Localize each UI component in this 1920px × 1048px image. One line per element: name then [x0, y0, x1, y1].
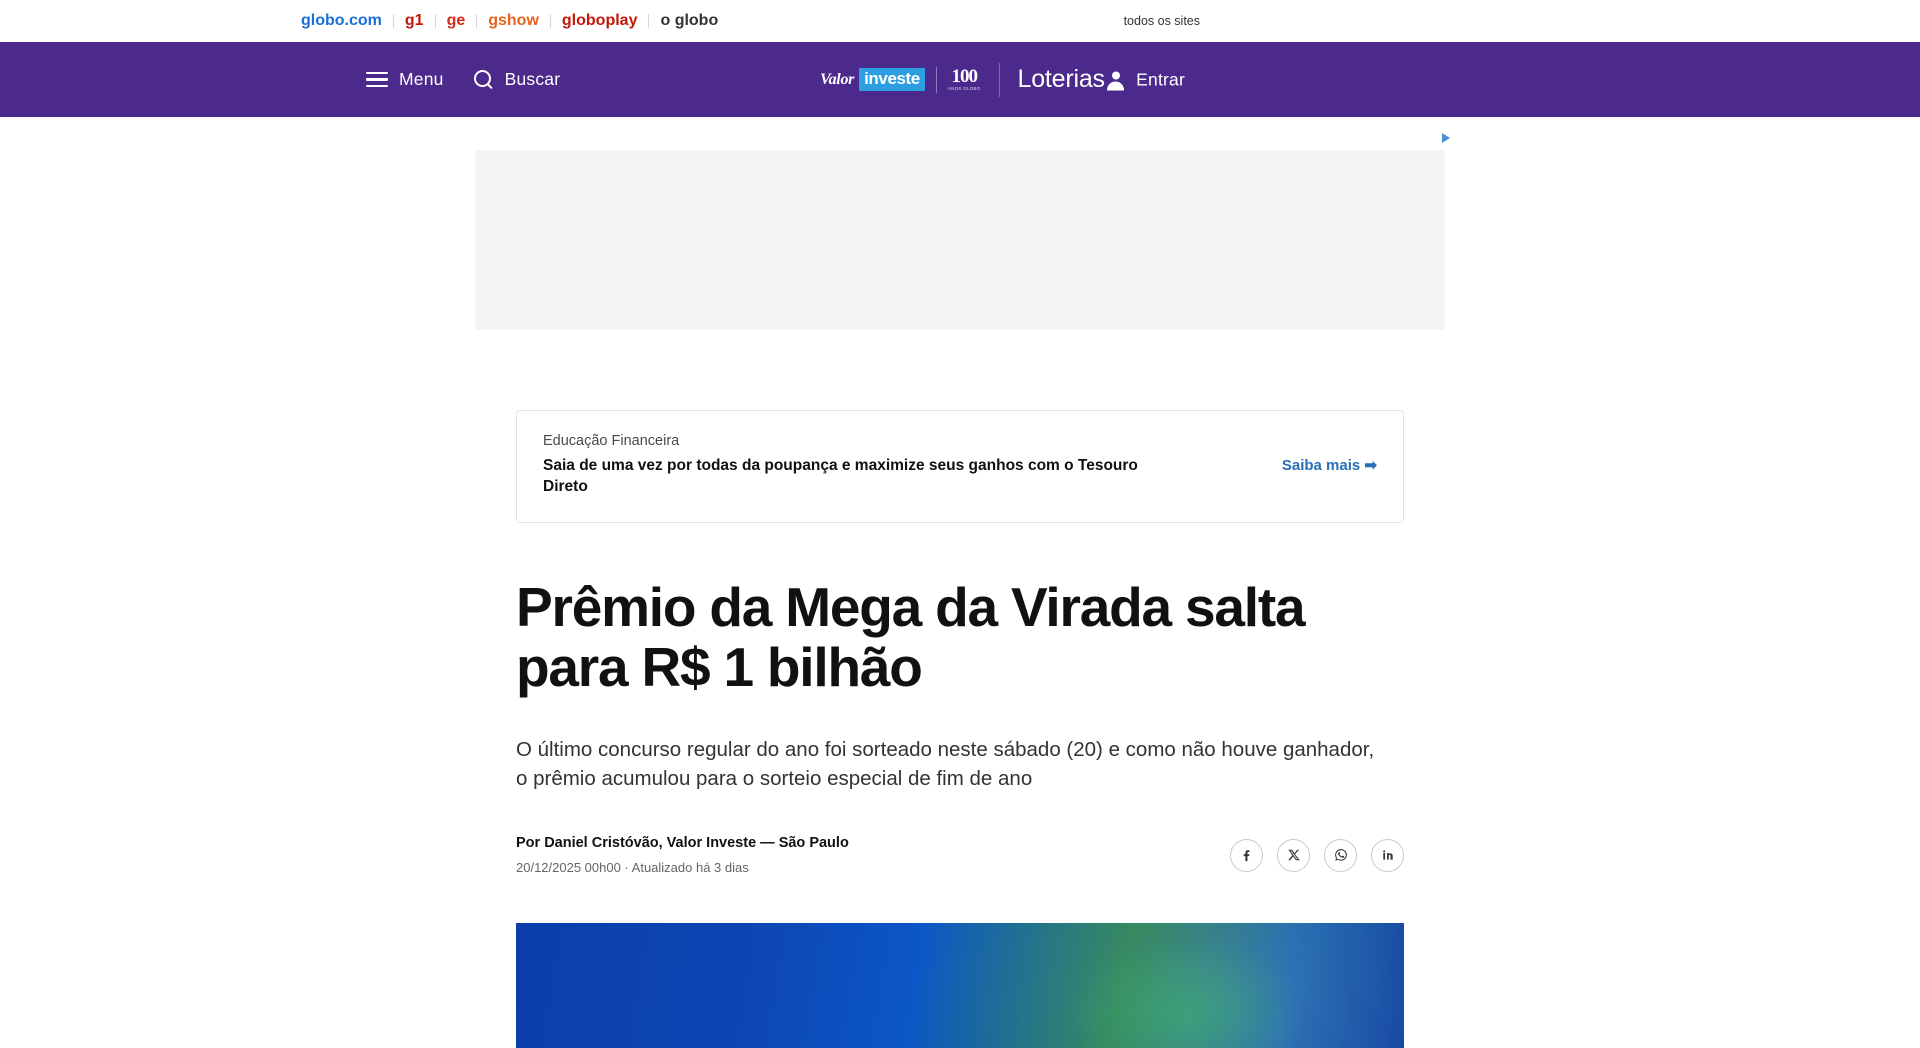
adchoices-icon[interactable]: [1442, 133, 1450, 143]
search-label: Buscar: [504, 69, 561, 89]
share-buttons: [1230, 839, 1404, 872]
share-whatsapp-button[interactable]: [1324, 839, 1357, 872]
all-sites-link[interactable]: todos os sites: [1123, 14, 1200, 28]
menu-label: Menu: [399, 69, 444, 89]
share-linkedin-button[interactable]: [1371, 839, 1404, 872]
user-icon: [1106, 70, 1125, 89]
login-label: Entrar: [1136, 69, 1185, 89]
divider: [999, 63, 1000, 97]
logo-investe-text: investe: [859, 68, 925, 91]
promo-kicker: Educação Financeira: [543, 433, 680, 449]
globo-top-bar: [0, 0, 1920, 42]
ge-link[interactable]: ge: [446, 12, 466, 29]
anniversary-number: 100: [951, 65, 977, 87]
linkedin-icon: [1381, 848, 1395, 862]
g1-link[interactable]: g1: [404, 12, 424, 29]
globoplay-link[interactable]: globoplay: [561, 12, 638, 29]
article-headline: Prêmio da Mega da Virada salta para R$ 1 bilhão: [516, 575, 1305, 698]
whatsapp-icon: [1333, 847, 1349, 863]
gshow-link[interactable]: gshow: [488, 12, 539, 29]
valor-investe-logo[interactable]: [820, 68, 925, 91]
article-hero-image: [516, 923, 1404, 1048]
divider: [936, 67, 937, 93]
brand-area[interactable]: [820, 63, 1105, 97]
logo-valor-text: Valor: [820, 70, 855, 88]
header-left-group: [366, 69, 560, 90]
promo-cta-link[interactable]: Saiba mais ➡: [1281, 457, 1377, 475]
x-twitter-icon: [1287, 848, 1301, 862]
share-facebook-button[interactable]: [1230, 839, 1263, 872]
globo-links: [290, 13, 729, 29]
search-icon: [474, 70, 494, 90]
globo-com-link[interactable]: globo.com: [301, 12, 382, 29]
advertisement-banner[interactable]: [475, 150, 1445, 330]
o-globo-link[interactable]: o globo: [660, 12, 719, 29]
anniversary-subtext: ANOS GLOBO: [947, 86, 981, 92]
article-column: [516, 410, 1404, 1048]
promo-title: Saia de uma vez por todas da poupança e maximize seus ganhos com o Tesouro Direto: [543, 457, 1138, 495]
byline-row: [516, 835, 1404, 875]
byline-block: [516, 835, 849, 875]
hamburger-icon: [366, 72, 388, 88]
promo-card[interactable]: [516, 410, 1404, 523]
article-byline: Por Daniel Cristóvão, Valor Investe — São Paulo: [516, 834, 849, 851]
page-body: [0, 150, 1920, 1048]
share-x-button[interactable]: [1277, 839, 1310, 872]
section-title[interactable]: Loterias: [1017, 65, 1105, 93]
search-button[interactable]: [474, 69, 561, 90]
login-button[interactable]: [1106, 69, 1920, 90]
article-subheadline: O último concurso regular do ano foi sorteado neste sábado (20) e como não houve ganhador, o prêmio acumulou para o sorteio especial de fim de ano: [516, 737, 1375, 790]
anniversary-badge: [948, 67, 981, 92]
site-header: [0, 42, 1920, 117]
article-timestamp: 20/12/2025 00h00 · Atualizado há 3 dias: [516, 859, 749, 875]
promo-text-block: [543, 433, 1143, 498]
menu-button[interactable]: [366, 69, 444, 90]
facebook-icon: [1239, 848, 1254, 863]
